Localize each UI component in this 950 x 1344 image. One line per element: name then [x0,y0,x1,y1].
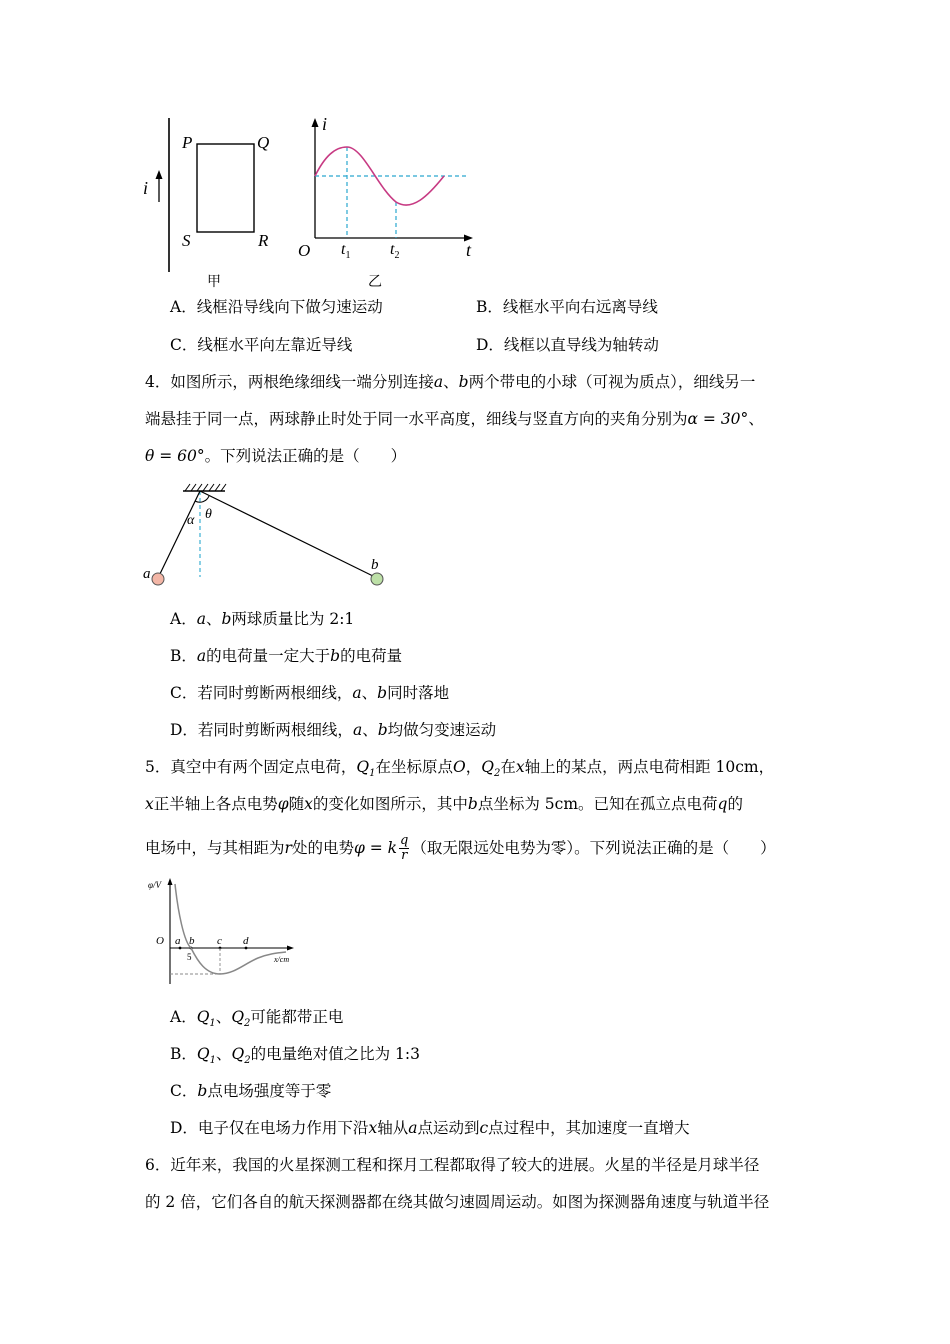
q5-line-3: 电场中，与其相距为r处的电势φ = k $\frac{q}{r}$ （取无限远处电势为零）。下列说法正确的是（ ） [145,833,776,863]
thread-b [200,491,377,578]
point-c: c [217,935,222,947]
corner-q: Q [257,133,270,152]
q5-option-b: B．$Q_1$、$Q_2$的电量绝对值之比为 1:3 [170,1045,420,1067]
x-label: x/cm [274,955,290,964]
q3-option-b: B．线框水平向右远离导线 [476,298,658,316]
thread-a [158,491,200,578]
dot-a [179,947,182,950]
phi-axis-arrow [168,878,173,885]
q5-option-a: A．$Q_1$、$Q_2$可能都带正电 [170,1008,344,1030]
q5-line-2: x正半轴上各点电势φ随x的变化如图所示，其中b点坐标为 5cm。已知在孤立点电荷q的 [145,795,743,813]
point-b: b [189,935,195,947]
current-label: i [143,178,149,198]
tick-five: 5 [187,952,192,962]
angle-theta: θ [205,507,212,522]
origin-label: O [298,241,311,260]
potential-curve [175,884,286,974]
q3-option-a: A．线框沿导线向下做匀速运动 [170,298,383,316]
caption-right: 乙 [368,275,382,290]
label-b: b [371,557,379,573]
axis-x-label: t [466,240,472,260]
x-axis-arrow [287,946,294,951]
q4-option-d: D．若同时剪断两根细线，a、b均做匀变速运动 [170,721,497,739]
q6-line-1: 6．近年来，我国的火星探测工程和探月工程都取得了较大的进展。火星的半径是月球半径 [145,1156,760,1174]
q5-option-c: C．b点电场强度等于零 [170,1082,332,1100]
q4-line-3: θ = 60°。下列说法正确的是（ ） [145,447,407,465]
ceiling-hatch [185,484,226,491]
q5-option-d: D．电子仅在电场力作用下沿x轴从a点运动到c点过程中，其加速度一直增大 [170,1119,690,1137]
ball-b [371,573,383,585]
q4-option-a: A．a、b两球质量比为 2:1 [170,610,355,628]
ball-a [152,573,164,585]
corner-p: P [182,133,193,152]
y-axis-arrow [312,118,319,127]
q6-line-2: 的 2 倍，它们各自的航天探测器都在绕其做匀速圆周运动。如图为探测器角速度与轨道半径 [145,1193,770,1211]
q4-line-1: 4．如图所示，两根绝缘细线一端分别连接a、b两个带电的小球（可视为质点），细线另一 [145,373,756,391]
dot-d [245,947,248,950]
tick-t2: $t_2$ [390,241,400,261]
q3-option-c: C．线框水平向左靠近导线 [170,336,353,354]
point-d: d [243,935,249,947]
q4-line-2: 端悬挂于同一点，两球静止时处于同一水平高度，细线与竖直方向的夹角分别为α = 30°、 [145,410,764,428]
phi-label: φ/V [148,880,161,890]
q4-option-c: C．若同时剪断两根细线，a、b同时落地 [170,684,450,702]
q4-figure [135,480,395,595]
q5-figure [140,872,305,992]
angle-alpha: α [187,513,195,528]
q3-option-d: D．线框以直导线为轴转动 [476,336,659,354]
tick-t1: $t_1$ [341,241,351,261]
q5-line-1: 5．真空中有两个固定点电荷，$Q_1$在坐标原点O，$Q_2$在x轴上的某点，两点电荷相距 10cm， [145,758,775,780]
potential-fraction: $\frac{q}{r}$ [400,833,409,863]
caption-left: 甲 [207,275,221,290]
wire-frame-pqrs [197,144,254,232]
corner-r: R [258,231,269,250]
origin-label: O [156,935,164,947]
axis-y-label: i [322,114,328,134]
q3-figure [130,110,490,295]
point-a: a [175,935,181,947]
current-arrow-head [156,170,163,179]
label-a: a [143,566,151,582]
q4-option-b: B．a的电荷量一定大于b的电荷量 [170,647,403,665]
corner-s: S [182,231,191,250]
